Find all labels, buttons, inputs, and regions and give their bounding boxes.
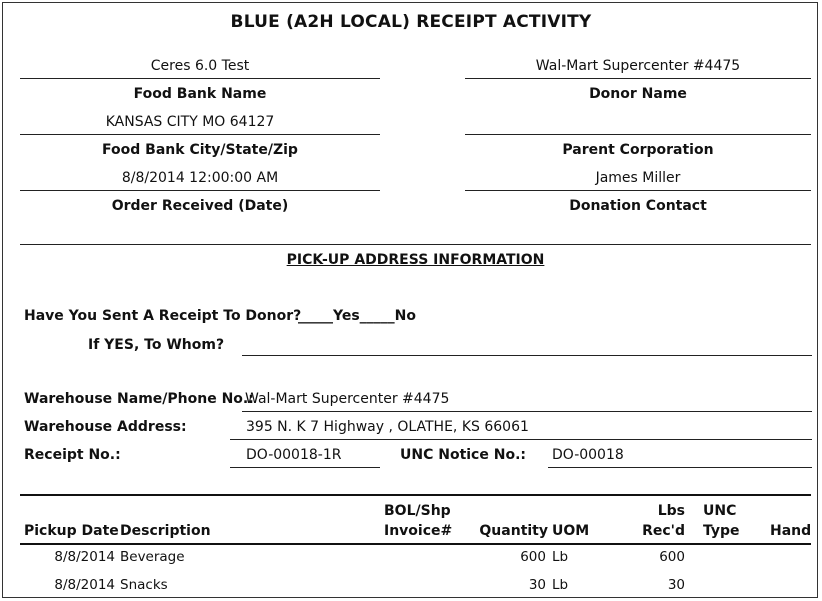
table-top-rule [20, 494, 811, 496]
warehouse-address-value: 395 N. K 7 Highway , OLATHE, KS 66061 [246, 419, 529, 435]
food-bank-name-value: Ceres 6.0 Test [150, 58, 250, 74]
row1-description: Beverage [120, 549, 185, 565]
col-header-bol-line1: BOL/Shp [384, 503, 451, 519]
city-state-zip-value: KANSAS CITY MO 64127 [105, 114, 275, 130]
row1-lbs: 600 [659, 549, 685, 565]
col-header-description: Description [120, 523, 211, 539]
receipt-no-label: Receipt No.: [24, 447, 121, 463]
row2-quantity: 30 [528, 577, 546, 593]
donation-contact-line [465, 190, 811, 191]
pickup-address-heading: PICK-UP ADDRESS INFORMATION [286, 252, 545, 268]
warehouse-name-phone-label: Warehouse Name/Phone No.: [24, 391, 254, 407]
donation-contact-label: Donation Contact [569, 198, 707, 214]
unc-notice-label: UNC Notice No.: [400, 447, 526, 463]
col-header-hand: Hand [770, 523, 812, 539]
order-received-label: Order Received (Date) [111, 198, 289, 214]
receipt-question-label: Have You Sent A Receipt To Donor? [24, 308, 302, 324]
food-bank-name-label: Food Bank Name [133, 86, 267, 102]
document-title: BLUE (A2H LOCAL) RECEIPT ACTIVITY [230, 12, 592, 32]
warehouse-name-phone-line [242, 411, 812, 412]
city-state-zip-line [20, 134, 380, 135]
col-header-bol-line2: Invoice# [384, 523, 453, 539]
row1-quantity: 600 [520, 549, 546, 565]
parent-corporation-label: Parent Corporation [562, 142, 714, 158]
order-received-value: 8/8/2014 12:00:00 AM [121, 170, 279, 186]
col-header-uom: UOM [552, 523, 590, 539]
warehouse-address-label: Warehouse Address: [24, 419, 187, 435]
section-divider [20, 244, 811, 245]
warehouse-name-phone-value: Wal-Mart Supercenter #4475 [245, 391, 450, 407]
warehouse-address-line [230, 439, 812, 440]
donor-name-label: Donor Name [589, 86, 687, 102]
donor-name-value: Wal-Mart Supercenter #4475 [535, 58, 741, 74]
receipt-no-line [230, 467, 380, 468]
col-header-quantity: Quantity [479, 523, 548, 539]
food-bank-name-line [20, 78, 380, 79]
unc-notice-line [548, 467, 812, 468]
col-header-lbs-line1: Lbs [657, 503, 685, 519]
unc-notice-value: DO-00018 [552, 447, 624, 463]
order-received-line [20, 190, 380, 191]
table-header-rule [20, 543, 811, 545]
row2-description: Snacks [120, 577, 168, 593]
col-header-pickup-date: Pickup Date [24, 523, 119, 539]
col-header-unc-line1: UNC [703, 503, 737, 519]
row1-pickup-date: 8/8/2014 [54, 549, 115, 565]
to-whom-line [242, 355, 812, 356]
col-header-lbs-line2: Rec'd [642, 523, 685, 539]
parent-corporation-line [465, 134, 811, 135]
city-state-zip-label: Food Bank City/State/Zip [102, 142, 298, 158]
row1-uom: Lb [552, 549, 569, 565]
donation-contact-value: James Miller [595, 170, 681, 186]
row2-lbs: 30 [667, 577, 685, 593]
row2-pickup-date: 8/8/2014 [54, 577, 115, 593]
receipt-no-value: DO-00018-1R [246, 447, 342, 463]
receipt-yes-no-options: _____Yes_____No [298, 308, 417, 324]
col-header-unc-line2: Type [703, 523, 740, 539]
to-whom-label: If YES, To Whom? [88, 337, 225, 353]
donor-name-line [465, 78, 811, 79]
row2-uom: Lb [552, 577, 569, 593]
